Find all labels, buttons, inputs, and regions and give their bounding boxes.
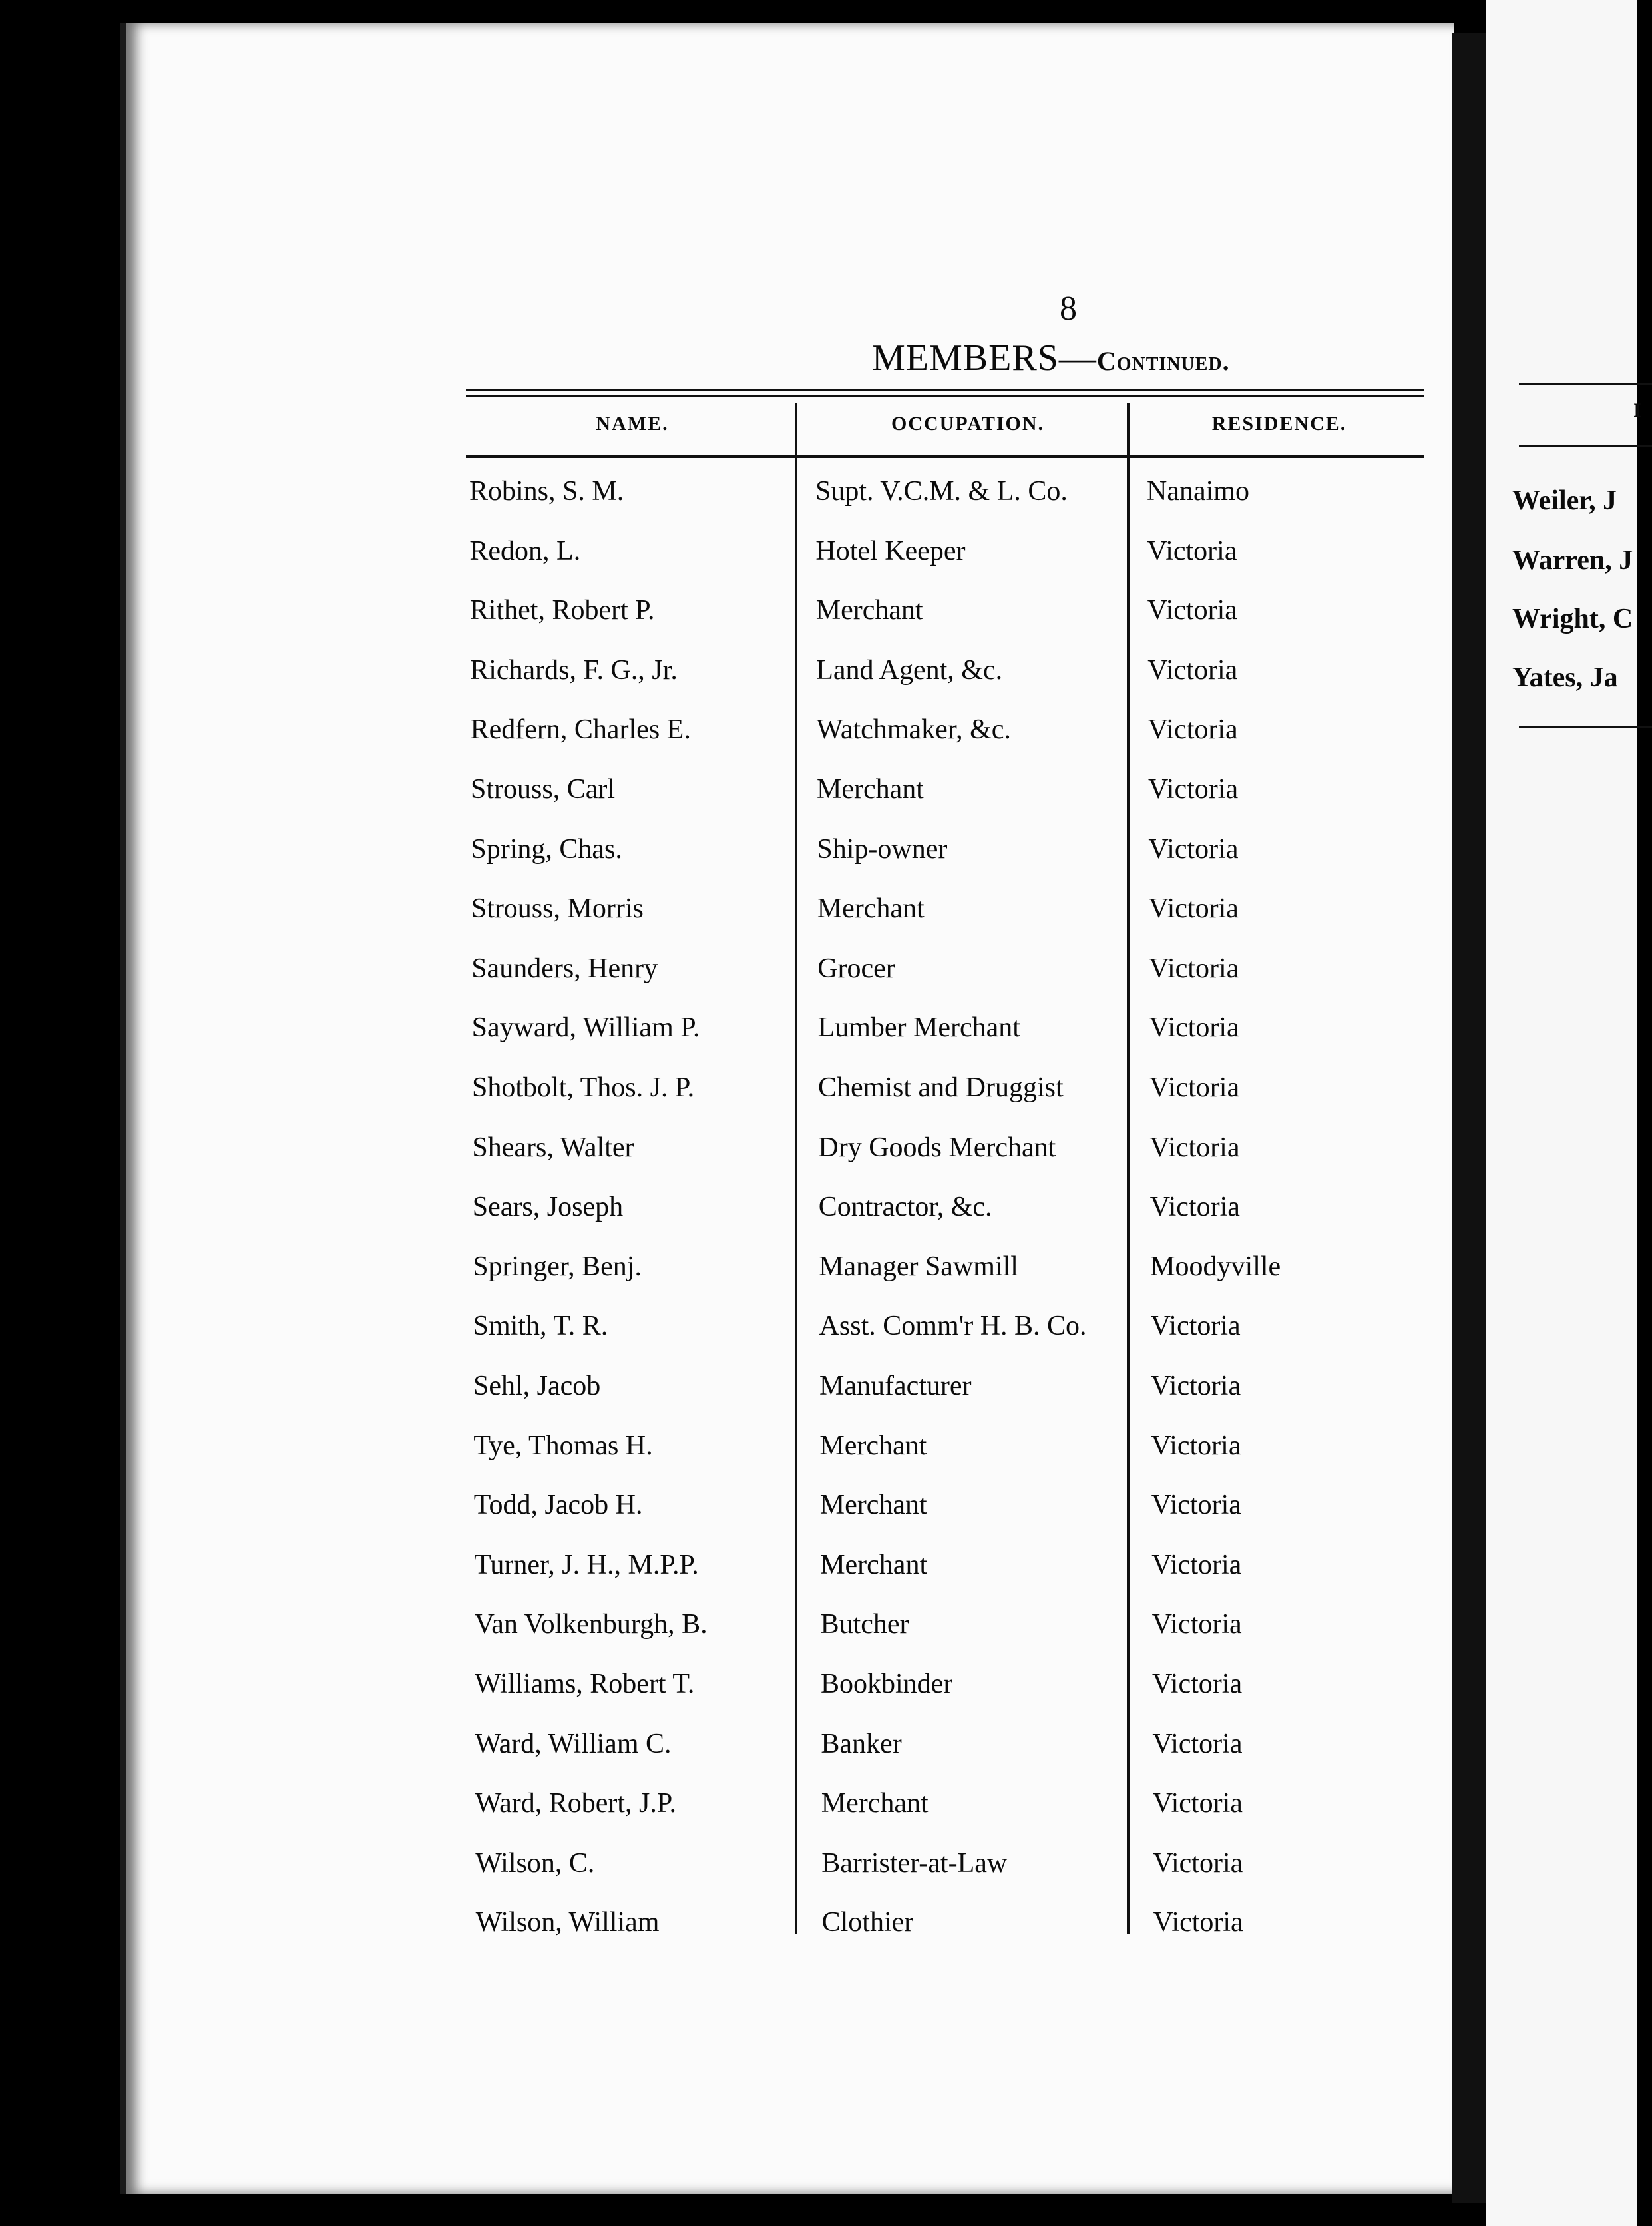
facing-rule-end [1519,726,1652,728]
member-occupation: Asst. Comm'r H. B. Co. [819,1311,1087,1341]
member-residence: Victoria [1148,893,1239,924]
member-name: Sehl, Jacob [473,1371,601,1401]
member-occupation: Ship-owner [817,834,948,865]
member-residence: Moodyville [1150,1251,1281,1282]
facing-row: Weiler, J [1512,485,1617,516]
member-occupation: Manager Sawmill [819,1251,1018,1282]
table-row [474,1538,1432,1592]
member-occupation: Supt. V.C.M. & L. Co. [815,476,1068,507]
member-name: Van Volkenburgh, B. [474,1609,708,1640]
member-name: Wilson, C. [475,1848,595,1879]
member-name: Rithet, Robert P. [469,595,655,626]
member-residence: Victoria [1149,1072,1240,1103]
table-row [475,1777,1434,1830]
member-name: Turner, J. H., M.P.P. [474,1550,699,1580]
member-residence: Victoria [1147,655,1238,686]
facing-row: Yates, Ja [1512,662,1618,693]
table-row [473,1240,1431,1293]
member-occupation: Clothier [821,1907,914,1938]
member-occupation: Contractor, &c. [818,1192,992,1222]
member-residence: Victoria [1153,1848,1243,1879]
table-row [473,1299,1432,1353]
member-occupation: Land Agent, &c. [816,655,1003,686]
member-occupation: Manufacturer [819,1371,972,1401]
member-name: Saunders, Henry [471,953,658,984]
member-occupation: Barrister-at-Law [821,1848,1008,1879]
member-name: Tye, Thomas H. [473,1431,653,1461]
member-residence: Victoria [1147,714,1238,745]
facing-row: Wright, C [1512,604,1633,634]
member-occupation: Lumber Merchant [817,1012,1020,1043]
member-occupation: Merchant [817,893,925,924]
member-occupation: Dry Goods Merchant [818,1132,1056,1163]
member-occupation: Merchant [820,1550,928,1580]
header-rule-top [466,389,1424,391]
table-row [476,1896,1434,1949]
member-name: Wilson, William [475,1907,660,1938]
table-row [471,823,1429,876]
member-residence: Victoria [1152,1729,1243,1759]
member-residence: Victoria [1151,1609,1242,1640]
member-residence: Victoria [1151,1490,1241,1520]
member-residence: Victoria [1152,1669,1243,1699]
table-row [471,763,1429,816]
member-name: Smith, T. R. [473,1311,608,1341]
member-occupation: Merchant [817,774,924,805]
book-gutter [1452,33,1486,2203]
member-occupation: Merchant [821,1788,929,1819]
table-row [474,1478,1432,1532]
table-row [475,1658,1433,1711]
member-residence: Victoria [1150,1311,1241,1341]
member-occupation: Merchant [819,1490,927,1520]
member-residence: Victoria [1148,774,1239,805]
member-name: Ward, Robert, J.P. [475,1788,677,1819]
member-occupation: Hotel Keeper [815,536,966,566]
table-row [475,1717,1433,1771]
member-residence: Nanaimo [1147,476,1249,507]
header-rule-top-thin [466,395,1424,397]
table-row [473,1359,1432,1413]
member-residence: Victoria [1149,953,1239,984]
member-residence: Victoria [1153,1907,1243,1938]
member-name: Williams, Robert T. [475,1669,695,1699]
table-row [475,1837,1434,1890]
member-occupation: Butcher [820,1609,909,1640]
header-rule-bottom [466,455,1424,458]
member-occupation: Merchant [819,1431,927,1461]
page-heading [872,337,1230,379]
member-name: Springer, Benj. [473,1251,642,1282]
member-residence: Victoria [1149,1012,1239,1043]
table-row [471,703,1429,756]
table-row [469,525,1428,578]
book-page [120,23,1454,2194]
table-row [471,942,1430,995]
member-residence: Victoria [1149,1132,1240,1163]
member-occupation: Bookbinder [821,1669,953,1699]
column-header-name: NAME. [596,413,669,435]
member-residence: Victoria [1149,1192,1240,1222]
table-row [469,465,1428,518]
table-row [470,644,1428,697]
member-name: Spring, Chas. [471,834,622,865]
table-row [472,1061,1430,1114]
member-residence: Victoria [1151,1371,1241,1401]
table-row [472,1121,1430,1174]
facing-header-fragment: I [1633,399,1641,421]
member-name: Shears, Walter [472,1132,634,1163]
member-name: Ward, William C. [475,1729,672,1759]
heading-continued: Continued. [1096,346,1230,376]
table-row [475,1598,1433,1651]
facing-row: Warren, J [1512,545,1633,576]
member-name: Redon, L. [469,536,581,566]
member-occupation: Watchmaker, &c. [816,714,1011,745]
member-occupation: Merchant [815,595,923,626]
heading-title: MEMBERS— [872,337,1097,379]
member-residence: Victoria [1151,1550,1242,1580]
facing-page-fragment [1486,0,1641,2226]
table-row [471,882,1430,935]
column-header-residence: RESIDENCE. [1211,413,1347,435]
facing-rule-bottom [1519,445,1652,447]
member-occupation: Grocer [817,953,895,984]
member-name: Sayward, William P. [471,1012,700,1043]
column-header-occupation: OCCUPATION. [891,413,1045,435]
member-name: Strouss, Carl [471,774,616,805]
facing-rule-top [1519,383,1652,385]
member-occupation: Banker [821,1729,902,1759]
member-name: Todd, Jacob H. [473,1490,643,1520]
member-name: Sears, Joseph [472,1192,624,1222]
member-residence: Victoria [1152,1788,1243,1819]
member-name: Strouss, Morris [471,893,644,924]
member-name: Robins, S. M. [469,476,624,507]
member-residence: Victoria [1147,595,1237,626]
table-row [472,1001,1430,1054]
member-name: Redfern, Charles E. [470,714,691,745]
member-residence: Victoria [1151,1431,1241,1461]
table-row [473,1419,1432,1472]
member-occupation: Chemist and Druggist [818,1072,1064,1103]
member-residence: Victoria [1147,536,1237,566]
member-name: Richards, F. G., Jr. [470,655,678,686]
page-number: 8 [1060,290,1077,328]
member-residence: Victoria [1148,834,1239,865]
table-row [473,1180,1431,1233]
member-name: Shotbolt, Thos. J. P. [472,1072,695,1103]
table-row [470,584,1428,637]
